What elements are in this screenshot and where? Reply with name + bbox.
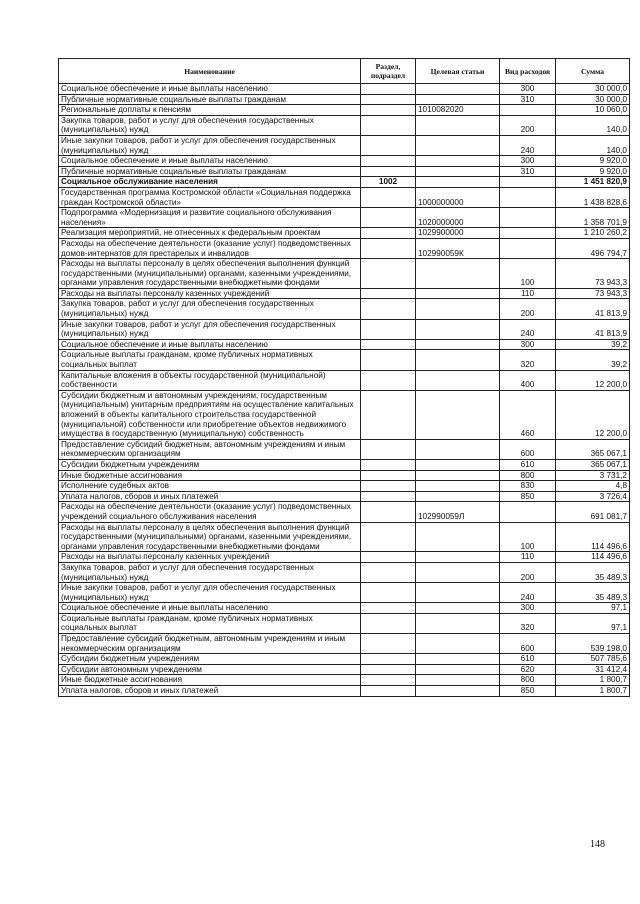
row-type-cell: 110 <box>500 288 556 299</box>
row-type-cell <box>500 208 556 228</box>
row-type-cell: 300 <box>500 84 556 95</box>
row-section-cell <box>361 319 416 339</box>
row-type-cell: 310 <box>500 166 556 177</box>
row-target-cell <box>416 459 500 470</box>
row-sum-cell: 12 200,0 <box>556 370 630 390</box>
row-target-cell <box>416 84 500 95</box>
row-section-cell <box>361 664 416 675</box>
row-name-cell: Социальное обслуживание населения <box>59 177 361 188</box>
row-target-cell: 102990059Л <box>416 502 500 522</box>
row-section-cell <box>361 84 416 95</box>
row-sum-cell: 539 198,0 <box>556 634 630 654</box>
row-type-cell: 300 <box>500 156 556 167</box>
row-name-cell: Субсидии бюджетным учреждениям <box>59 459 361 470</box>
row-target-cell <box>416 491 500 502</box>
table-row <box>59 522 630 552</box>
row-sum-cell: 1 451 820,9 <box>556 177 630 188</box>
row-target-cell <box>416 552 500 563</box>
row-type-cell: 240 <box>500 135 556 155</box>
row-sum-cell: 41 813,9 <box>556 299 630 319</box>
row-type-cell: 200 <box>500 115 556 135</box>
row-name-cell: Государственная программа Костромской области «Социальная поддержка граждан Костромской области» <box>59 187 361 207</box>
row-sum-cell: 35 489,3 <box>556 583 630 603</box>
row-section-cell <box>361 654 416 665</box>
row-section-cell <box>361 459 416 470</box>
row-name-cell: Иные закупки товаров, работ и услуг для обеспечения государственных (муниципальных) нужд <box>59 319 361 339</box>
row-name-cell: Региональные доплаты к пенсиям <box>59 105 361 116</box>
row-target-cell <box>416 177 500 188</box>
row-name-cell: Уплата налогов, сборов и иных платежей <box>59 491 361 502</box>
row-sum-cell: 12 200,0 <box>556 390 630 439</box>
row-section-cell <box>361 288 416 299</box>
row-type-cell: 200 <box>500 562 556 582</box>
row-target-cell <box>416 470 500 481</box>
table-row <box>59 208 630 228</box>
row-name-cell: Социальное обеспечение и иные выплаты населению <box>59 603 361 614</box>
row-type-cell <box>500 228 556 239</box>
row-sum-cell: 507 785,6 <box>556 654 630 665</box>
row-sum-cell: 1 800,7 <box>556 686 630 697</box>
row-target-cell <box>416 522 500 552</box>
row-type-cell: 610 <box>500 654 556 665</box>
row-section-cell <box>361 552 416 563</box>
row-type-cell: 600 <box>500 439 556 459</box>
row-sum-cell: 35 489,3 <box>556 562 630 582</box>
row-name-cell: Предоставление субсидий бюджетным, автономным учреждениям и иным некоммерческим организациям <box>59 439 361 459</box>
table-row <box>59 84 630 95</box>
budget-table <box>58 58 630 697</box>
table-row <box>59 654 630 665</box>
row-section-cell <box>361 481 416 492</box>
row-name-cell: Расходы на выплаты персоналу казенных учреждений <box>59 552 361 563</box>
table-row <box>59 390 630 439</box>
row-name-cell: Капитальные вложения в объекты государственной (муниципальной) собственности <box>59 370 361 390</box>
row-section-cell: 1002 <box>361 177 416 188</box>
row-target-cell <box>416 583 500 603</box>
row-type-cell: 610 <box>500 459 556 470</box>
row-section-cell <box>361 603 416 614</box>
row-target-cell <box>416 390 500 439</box>
row-sum-cell: 1 800,7 <box>556 675 630 686</box>
row-target-cell <box>416 664 500 675</box>
row-target-cell <box>416 439 500 459</box>
row-name-cell: Социальное обеспечение и иные выплаты населению <box>59 339 361 350</box>
row-sum-cell: 1 210 260,2 <box>556 228 630 239</box>
row-target-cell <box>416 613 500 633</box>
row-name-cell: Предоставление субсидий бюджетным, автономным учреждениям и иным некоммерческим организациям <box>59 634 361 654</box>
row-name-cell: Расходы на обеспечение деятельности (оказание услуг) подведомственных учреждений социального обслуживания населения <box>59 502 361 522</box>
table-row <box>59 664 630 675</box>
row-type-cell: 100 <box>500 259 556 289</box>
row-section-cell <box>361 208 416 228</box>
row-section-cell <box>361 238 416 258</box>
row-type-cell: 200 <box>500 299 556 319</box>
row-sum-cell: 140,0 <box>556 115 630 135</box>
row-type-cell: 800 <box>500 675 556 686</box>
row-target-cell <box>416 603 500 614</box>
row-name-cell: Закупка товаров, работ и услуг для обеспечения государственных (муниципальных) нужд <box>59 562 361 582</box>
row-type-cell <box>500 187 556 207</box>
row-name-cell: Субсидии бюджетным учреждениям <box>59 654 361 665</box>
row-target-cell <box>416 135 500 155</box>
row-section-cell <box>361 228 416 239</box>
row-section-cell <box>361 634 416 654</box>
row-type-cell <box>500 177 556 188</box>
header-sum: Сумма <box>556 59 630 84</box>
row-section-cell <box>361 94 416 105</box>
row-name-cell: Подпрограмма «Модернизация и развитие социального обслуживания населения» <box>59 208 361 228</box>
row-name-cell: Социальные выплаты гражданам, кроме публичных нормативных социальных выплат <box>59 613 361 633</box>
row-type-cell: 320 <box>500 613 556 633</box>
row-sum-cell: 1 438 828,6 <box>556 187 630 207</box>
row-section-cell <box>361 105 416 116</box>
row-target-cell <box>416 481 500 492</box>
table-row <box>59 613 630 633</box>
row-name-cell: Иные бюджетные ассигнования <box>59 675 361 686</box>
row-sum-cell: 114 496,6 <box>556 552 630 563</box>
row-name-cell: Уплата налогов, сборов и иных платежей <box>59 686 361 697</box>
row-section-cell <box>361 522 416 552</box>
row-target-cell <box>416 654 500 665</box>
row-target-cell <box>416 115 500 135</box>
row-section-cell <box>361 350 416 370</box>
table-row <box>59 350 630 370</box>
row-section-cell <box>361 470 416 481</box>
row-type-cell: 850 <box>500 686 556 697</box>
row-section-cell <box>361 686 416 697</box>
row-section-cell <box>361 259 416 289</box>
row-type-cell: 100 <box>500 522 556 552</box>
table-row <box>59 470 630 481</box>
table-row <box>59 583 630 603</box>
row-target-cell <box>416 319 500 339</box>
row-sum-cell: 3 726,4 <box>556 491 630 502</box>
table-row <box>59 439 630 459</box>
row-type-cell: 240 <box>500 583 556 603</box>
table-row <box>59 634 630 654</box>
row-type-cell: 460 <box>500 390 556 439</box>
row-section-cell <box>361 299 416 319</box>
table-row <box>59 339 630 350</box>
row-sum-cell: 39,2 <box>556 350 630 370</box>
table-row <box>59 552 630 563</box>
table-row <box>59 177 630 188</box>
row-sum-cell: 691 081,7 <box>556 502 630 522</box>
row-type-cell: 300 <box>500 603 556 614</box>
row-name-cell: Субсидии бюджетным и автономным учреждениям, государственным (муниципальным) унитарным предприятиям на осуществление капитальных вложений в объекты капитального строительства государственной (муниципальной) собственности или приобретение объектов недвижимого имущества в государственную (муниципальную) собственность <box>59 390 361 439</box>
row-sum-cell: 30 000,0 <box>556 94 630 105</box>
row-name-cell: Иные закупки товаров, работ и услуг для обеспечения государственных (муниципальных) нужд <box>59 583 361 603</box>
row-name-cell: Иные закупки товаров, работ и услуг для обеспечения государственных (муниципальных) нужд <box>59 135 361 155</box>
row-section-cell <box>361 491 416 502</box>
row-section-cell <box>361 339 416 350</box>
row-type-cell <box>500 105 556 116</box>
row-sum-cell: 4,8 <box>556 481 630 492</box>
row-name-cell: Закупка товаров, работ и услуг для обеспечения государственных (муниципальных) нужд <box>59 299 361 319</box>
table-row <box>59 502 630 522</box>
table-row <box>59 319 630 339</box>
table-row <box>59 115 630 135</box>
row-target-cell <box>416 166 500 177</box>
row-name-cell: Социальное обеспечение и иные выплаты населению <box>59 156 361 167</box>
row-name-cell: Расходы на обеспечение деятельности (оказание услуг) подведомственных домов-интернатов для престарелых и инвалидов <box>59 238 361 258</box>
row-sum-cell: 41 813,9 <box>556 319 630 339</box>
table-row <box>59 603 630 614</box>
row-sum-cell: 31 412,4 <box>556 664 630 675</box>
row-type-cell: 110 <box>500 552 556 563</box>
table-header-row <box>59 59 630 84</box>
row-type-cell: 620 <box>500 664 556 675</box>
row-section-cell <box>361 166 416 177</box>
header-name: Наименование <box>59 59 361 84</box>
row-type-cell: 310 <box>500 94 556 105</box>
row-sum-cell: 496 794,7 <box>556 238 630 258</box>
row-sum-cell: 97,1 <box>556 613 630 633</box>
page-number: 148 <box>590 839 605 850</box>
row-target-cell <box>416 675 500 686</box>
table-row <box>59 288 630 299</box>
row-target-cell <box>416 350 500 370</box>
row-type-cell <box>500 238 556 258</box>
table-row <box>59 370 630 390</box>
row-target-cell: 1000000000 <box>416 187 500 207</box>
row-sum-cell: 97,1 <box>556 603 630 614</box>
row-target-cell <box>416 634 500 654</box>
row-type-cell: 600 <box>500 634 556 654</box>
row-name-cell: Исполнение судебных актов <box>59 481 361 492</box>
row-type-cell <box>500 502 556 522</box>
row-target-cell: 1029900000 <box>416 228 500 239</box>
row-target-cell: 1010082020 <box>416 105 500 116</box>
row-section-cell <box>361 613 416 633</box>
row-name-cell: Закупка товаров, работ и услуг для обеспечения государственных (муниципальных) нужд <box>59 115 361 135</box>
row-target-cell <box>416 299 500 319</box>
row-sum-cell: 10 060,0 <box>556 105 630 116</box>
row-section-cell <box>361 562 416 582</box>
row-name-cell: Иные бюджетные ассигнования <box>59 470 361 481</box>
row-type-cell: 400 <box>500 370 556 390</box>
table-row <box>59 562 630 582</box>
row-sum-cell: 9 920,0 <box>556 156 630 167</box>
row-target-cell <box>416 94 500 105</box>
row-sum-cell: 1 358 701,9 <box>556 208 630 228</box>
table-row <box>59 166 630 177</box>
table-row <box>59 481 630 492</box>
row-section-cell <box>361 390 416 439</box>
table-row <box>59 675 630 686</box>
row-target-cell: 1020000000 <box>416 208 500 228</box>
row-type-cell: 320 <box>500 350 556 370</box>
row-name-cell: Публичные нормативные социальные выплаты гражданам <box>59 166 361 177</box>
row-type-cell: 830 <box>500 481 556 492</box>
header-section: Раздел, подраздел <box>361 59 416 84</box>
row-target-cell <box>416 562 500 582</box>
row-section-cell <box>361 439 416 459</box>
row-sum-cell: 73 943,3 <box>556 288 630 299</box>
row-section-cell <box>361 135 416 155</box>
table-row <box>59 459 630 470</box>
table-row <box>59 491 630 502</box>
table-row <box>59 105 630 116</box>
row-section-cell <box>361 370 416 390</box>
row-section-cell <box>361 156 416 167</box>
row-target-cell <box>416 686 500 697</box>
table-body <box>59 84 630 697</box>
row-name-cell: Реализация мероприятий, не отнесенных к федеральным проектам <box>59 228 361 239</box>
row-target-cell <box>416 339 500 350</box>
row-sum-cell: 365 067,1 <box>556 459 630 470</box>
row-name-cell: Социальные выплаты гражданам, кроме публичных нормативных социальных выплат <box>59 350 361 370</box>
row-type-cell: 240 <box>500 319 556 339</box>
row-sum-cell: 9 920,0 <box>556 166 630 177</box>
row-sum-cell: 39,2 <box>556 339 630 350</box>
row-section-cell <box>361 187 416 207</box>
table-row <box>59 228 630 239</box>
header-target: Целевая статьи <box>416 59 500 84</box>
row-target-cell <box>416 370 500 390</box>
table-row <box>59 686 630 697</box>
row-sum-cell: 3 731,2 <box>556 470 630 481</box>
header-type: Вид расходов <box>500 59 556 84</box>
table-row <box>59 238 630 258</box>
row-target-cell: 102990059К <box>416 238 500 258</box>
row-section-cell <box>361 502 416 522</box>
row-section-cell <box>361 675 416 686</box>
row-sum-cell: 30 000,0 <box>556 84 630 95</box>
row-sum-cell: 73 943,3 <box>556 259 630 289</box>
row-sum-cell: 114 496,6 <box>556 522 630 552</box>
row-name-cell: Публичные нормативные социальные выплаты гражданам <box>59 94 361 105</box>
row-target-cell <box>416 288 500 299</box>
row-type-cell: 850 <box>500 491 556 502</box>
table-row <box>59 94 630 105</box>
table-row <box>59 156 630 167</box>
row-section-cell <box>361 115 416 135</box>
row-type-cell: 800 <box>500 470 556 481</box>
row-name-cell: Расходы на выплаты персоналу в целях обеспечения выполнения функций государственными (муниципальными) органами, казенными учреждениями, органами управления государственными внебюджетными фондами <box>59 522 361 552</box>
row-target-cell <box>416 259 500 289</box>
row-sum-cell: 140,0 <box>556 135 630 155</box>
row-target-cell <box>416 156 500 167</box>
row-name-cell: Социальное обеспечение и иные выплаты населению <box>59 84 361 95</box>
row-type-cell: 300 <box>500 339 556 350</box>
row-section-cell <box>361 583 416 603</box>
row-name-cell: Расходы на выплаты персоналу казенных учреждений <box>59 288 361 299</box>
table-row <box>59 299 630 319</box>
table-row <box>59 135 630 155</box>
row-name-cell: Субсидии автономным учреждениям <box>59 664 361 675</box>
row-name-cell: Расходы на выплаты персоналу в целях обеспечения выполнения функций государственными (муниципальными) органами, казенными учреждениями, органами управления государственными внебюджетными фондами <box>59 259 361 289</box>
table-row <box>59 259 630 289</box>
table-row <box>59 187 630 207</box>
row-sum-cell: 365 067,1 <box>556 439 630 459</box>
